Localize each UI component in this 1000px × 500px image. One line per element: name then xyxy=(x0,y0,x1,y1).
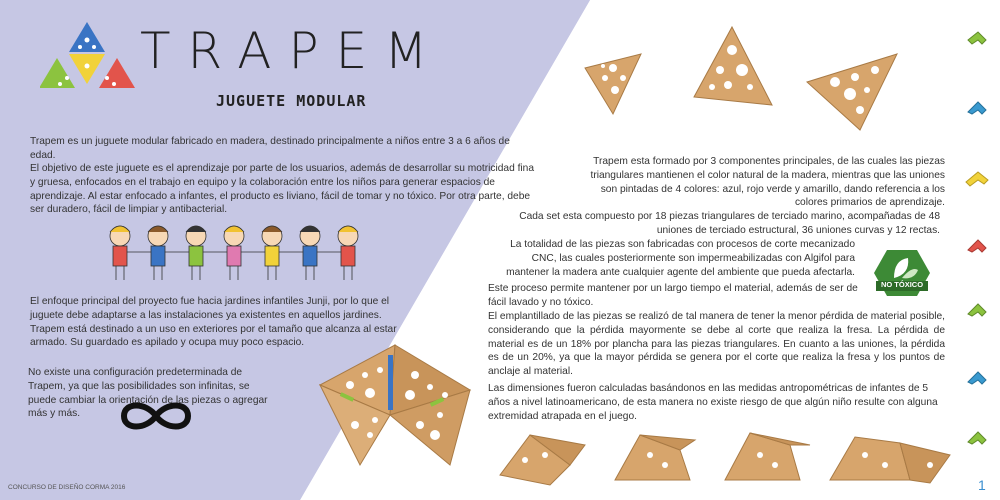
no-toxico-leaf-icon xyxy=(872,248,932,298)
process-paragraph: Este proceso permite mantener por un largo tiempo el material, además de ser de fácil lavado y no tóxico. xyxy=(488,283,858,308)
no-toxico-label: NO TÓXICO xyxy=(880,280,924,289)
intro-paragraph: Trapem es un juguete modular fabricado en madera, destinado principalmente a niños entre 3 a 6 años de edad. xyxy=(30,136,510,161)
triangle-piece-render xyxy=(692,25,774,110)
trapem-logo-icon xyxy=(40,20,135,100)
layout-paragraph: El emplantillado de las piezas se realizó de tal manera de tener la menor pérdida de material posible, considerando que la pérdida mayormente se debe al corte que realiza la fresa. La pérdida de material es de un 18% por plancha para las piezas triangulares. En cuanto a las uniones, la pérdida es de un 20%, ya que la mayor pérdida se genera por el corte que realiza la fresa y los puntos de anclaje al material. xyxy=(488,311,945,378)
assembled-structure-render xyxy=(490,425,960,490)
dimensions-paragraph: Las dimensiones fueron calculadas basándonos en las medidas antropométricas de infantes de 5 años a nivel latinoamericano, de esta manera no existe riesgo de que algún niño resulte con alguna extremidad atrapada en el juego. xyxy=(488,383,938,422)
assembled-structure-render xyxy=(300,325,490,475)
focus-paragraph: El enfoque principal del proyecto fue hacia jardines infantiles Junji, por lo que el juguete debe adaptarse a las instalaciones ya existentes en aquellos jardines. Trapem está destinado a un uso en exteriores por el tamaño que alcanza al estar armado. Su guardado es apilado y ocupa muy poco espacio. xyxy=(30,296,397,349)
objective-paragraph: El objetivo de este juguete es el aprendizaje por parte de los usuarios, además de desarrollar su motricidad fina y gruesa, enfocados en el trabajo en equipo y la colaboración entre los niños para generar espacios de aprendizaje. Al estar enfocado a infantes, el producto es liviano, fácil de tomar y no tóxico. Por otra parte, debe ser duradero, fácil de limpiar y antibacterial. xyxy=(30,163,535,216)
configuration-paragraph: No existe una configuración predeterminada de Trapem, ya que las posibilidades son infinitas, se puede cambiar la orientación de las piezas o agregar más y más. xyxy=(28,367,268,420)
children-illustration xyxy=(105,218,375,286)
logo-subtitle: JUGUETE MODULAR xyxy=(216,92,367,110)
components-paragraph: Trapem esta formado por 3 componentes principales, de las cuales las piezas triangulares mantienen el color natural de la madera, mientras que las uniones son pintadas de 4 colores: azul, rojo verde y amarillo, dando referencia a los colores primarios de aprendizaje. xyxy=(590,156,945,209)
triangle-piece-render xyxy=(583,48,643,118)
logo-title: TRAPEM xyxy=(140,22,445,80)
footer-credit: CONCURSO DE DISEÑO CORMA 2016 xyxy=(8,484,126,491)
joint-piece-render xyxy=(960,22,996,462)
page-number: 1 xyxy=(978,477,986,493)
triangle-piece-render xyxy=(805,52,900,132)
manufacturing-paragraph: La totalidad de las piezas son fabricadas con procesos de corte mecanizado CNC, las cuales posteriormente son impermeabilizadas con Algifol para mantener la madera ante cualquier agente del ambiente que pueda afectarla. xyxy=(506,239,855,278)
set-paragraph: Cada set esta compuesto por 18 piezas triangulares de terciado marino, acompañadas de 48 uniones de terciado estructural, 36 uniones curvas y 12 rectas. xyxy=(519,211,940,236)
no-toxico-badge xyxy=(872,248,932,298)
infinity-icon xyxy=(118,398,194,434)
